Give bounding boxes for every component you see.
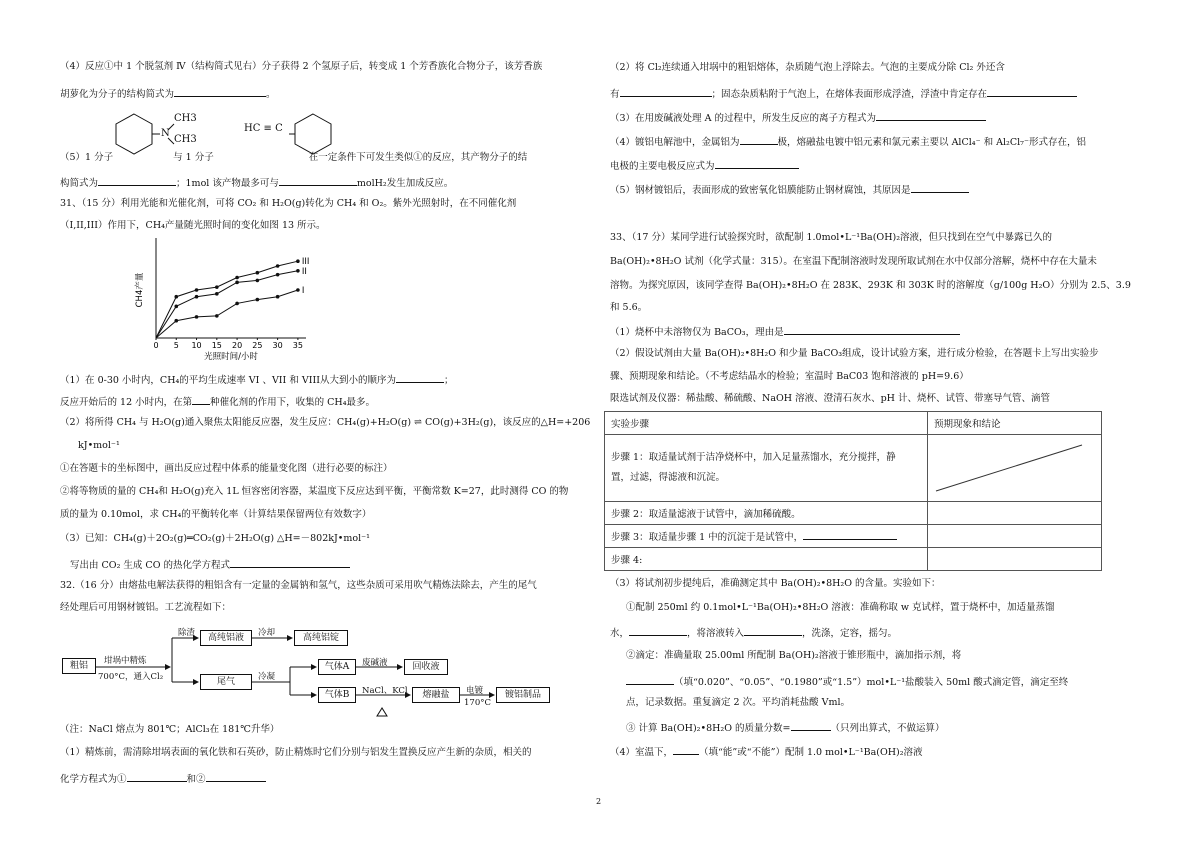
q33-3b: [610, 625, 897, 640]
q33-4-blank[interactable]: [673, 744, 699, 755]
flow-label-slag: 除渣: [178, 628, 196, 638]
q33-1: [610, 324, 960, 339]
x-tick-label: 20: [231, 341, 243, 350]
q33-2-line2: 骤、预期现象和结论。（不考虑结晶水的检验；室温时 BaC03 饱和溶液的 pH=9.6）: [610, 371, 969, 382]
r-q4-text-c: 电极的主要电极反应式为: [610, 161, 715, 172]
step2-result-cell[interactable]: [928, 502, 1102, 525]
experiment-table: [604, 411, 1102, 571]
q33-line4: 和 5.6。: [610, 302, 648, 313]
flow-molten-salt: 熔融盐: [412, 687, 460, 703]
flow-label-cool: 冷却: [258, 628, 276, 638]
flow-pure-ingot: 高纯铝锭: [294, 630, 348, 646]
legend-label-II: II: [301, 266, 307, 277]
structure1-ch3-bottom: CH3: [174, 134, 197, 145]
table-header-row: [605, 412, 1102, 435]
q33-3f: [626, 720, 945, 735]
flow-tail-gas: 尾气: [200, 674, 252, 690]
q33-line3: 溶物。为探究原因，该同学查得 Ba(OH)₂•8H₂O 在 283K、293K 和 303K 时的溶解度（g/100g H₂O）分别为 2.5、3.9: [610, 280, 1131, 291]
q31-1-text-d: 种催化剂的作用下，收集的 CH₄最多。: [210, 397, 376, 408]
r-q4-line2: [610, 158, 799, 173]
q5-text-d: 构简式为: [60, 178, 99, 189]
flow-label-plate: 电镀: [466, 686, 484, 696]
flow-crude-aluminum: 粗铝: [62, 658, 96, 674]
r-q3-blank[interactable]: [876, 110, 986, 121]
step3-blank[interactable]: [803, 529, 897, 540]
q31-line1: 31、（15 分）利用光能和光催化剂，可将 CO₂ 和 H₂O(g)转化为 CH₄ 和 O₂。紫外光照射时，在不同催化剂: [60, 198, 517, 209]
q31-1-text-c: 反应开始后的 12 小时内，在第: [60, 397, 193, 408]
step1-cell: [605, 435, 928, 502]
q5-text-a: （5）1 分子: [60, 152, 114, 163]
q31-1-semi: ；: [443, 375, 454, 386]
q33-1-blank[interactable]: [784, 324, 960, 335]
y-axis-label: CH4产量: [135, 272, 145, 308]
flow-label-waste: 废碱液: [362, 658, 388, 668]
q4-text: 胡萝化为分子的结构简式为: [60, 89, 175, 100]
step2-cell: 步骤 2：取适量滤液于试管中，滴加稀硫酸。: [605, 502, 928, 525]
flow-label-melt: 坩埚中精炼: [104, 656, 147, 666]
q33-4-text1: （4）室温下，: [610, 747, 674, 758]
structure1-n: N: [161, 128, 170, 139]
x-tick-label: 25: [252, 341, 263, 350]
flow-pure-liquid: 高纯铝液: [200, 630, 252, 646]
q33-3b-blank1[interactable]: [629, 625, 687, 636]
q33-3b-text1: 水，: [610, 628, 630, 639]
q32-note: （注：NaCl 熔点为 801℃；AlCl₃在 181℃升华）: [60, 724, 280, 735]
flow-label-cond: 700°C，通入Cl₂: [98, 672, 164, 682]
x-tick-label: 10: [191, 341, 202, 350]
flow-recycle: 回收液: [404, 659, 448, 675]
q31-1-text: （1）在 0-30 小时内，CH₄的平均生成速率 VI 、VII 和 VIII从大到小的顺序为: [60, 375, 396, 386]
r-q2-text-a: 有: [610, 89, 620, 100]
q5-text-e: ；1mol 该产物最多可与: [176, 178, 279, 189]
q33-3f-blank[interactable]: [791, 720, 831, 731]
q4-line1: （4）反应①中 1 个脱氢剂 Ⅳ（结构简式见右）分子获得 2 个氢原子后，转变成 1 个芳香族化合物分子，该芳香族: [60, 61, 543, 72]
q5-text-b: 与 1 分子: [173, 152, 214, 163]
q33-3c: ②滴定：准确量取 25.00ml 所配制 Ba(OH)₂溶液于锥形瓶中，滴加指示剂，将: [626, 650, 962, 661]
diagonal-slash: [936, 443, 1086, 493]
step3-result-cell[interactable]: [928, 525, 1102, 548]
q4-end: 。: [266, 89, 276, 100]
q33-line2: Ba(OH)₂•8H₂O 试剂（化学式量：315）。在室温下配制溶液时发现所取试剂在水中仅部分溶解，烧杯中存在大量未: [610, 256, 1097, 267]
q32-line1: 32.（16 分）由熔盐电解法获得的粗铝含有一定量的金属钠和氢气，这些杂质可采用吹气精炼法除去，产生的尾气: [60, 580, 537, 591]
flow-label-nacl: NaCl、KCl: [362, 686, 408, 696]
r-q4-blank1[interactable]: [740, 134, 778, 145]
q31-2-line1: （2）将所得 CH₄ 与 H₂O(g)通入聚焦太阳能反应器，发生反应：CH₄(g)+H₂O(g) ⇌ CO(g)+3H₂(g)，该反应的△H=+206: [60, 417, 591, 428]
q33-3e: 点，记录数据。重复滴定 2 次。平均消耗盐酸 Vml。: [626, 697, 851, 708]
th-result: 预期现象和结论: [928, 412, 1102, 435]
table-row: [605, 435, 1102, 502]
th-step: 实验步骤: [605, 412, 928, 435]
q32-1-text: 化学方程式为①: [60, 774, 127, 785]
q33-2-line1: （2）假设试剂由大量 Ba(OH)₂•8H₂O 和少量 BaCO₃组成，设计试验方案，进行成分检验，在答题卡上写出实验步: [610, 348, 1099, 359]
q31-2-line3: ①在答题卡的坐标图中，画出反应过程中体系的能量变化图（进行必要的标注）: [60, 463, 393, 474]
table-row: [605, 525, 1102, 548]
q33-4-text2: （填“能”或“不能”）配制 1.0 mol•L⁻¹Ba(OH)₂溶液: [699, 747, 923, 758]
q33-3a: ①配制 250ml 约 0.1mol•L⁻¹Ba(OH)₂•8H₂O 溶液：准确称取 w 克试样，置于烧杯中，加适量蒸馏: [626, 602, 1055, 613]
q31-2-line4: ②将等物质的量的 CH₄和 H₂O(g)充入 1L 恒容密闭容器，某温度下反应达到平衡，平衡常数 K=27，此时测得 CO 的物: [60, 486, 569, 497]
q5-text-c: 在一定条件下可发生类似①的反应，其产物分子的结: [308, 152, 528, 163]
page-number: 2: [596, 797, 602, 806]
step3-cell: [605, 525, 928, 548]
q33-3d-text: （填“0.020”、“0.05”、“0.1980”或“1.5”）mol•L⁻¹盐酸装入 50ml 酸式滴定管，滴定至终: [674, 677, 1069, 688]
q31-line2: （I,II,III）作用下，CH₄产量随光照时间的变化如图 13 所示。: [60, 220, 326, 231]
x-tick-label: 0: [153, 341, 159, 350]
q32-1-line1: （1）精炼前，需清除坩埚表面的氧化铁和石英砂，防止精炼时它们分别与铝发生置换反应产生新的杂质，相关的: [60, 747, 532, 758]
q32-1-line2: [60, 771, 266, 786]
r-q2-blank2[interactable]: [987, 86, 1077, 97]
q33-1-text: （1）烧杯中未溶物仅为 BaCO₃，理由是: [610, 327, 784, 338]
structure1-ch3-top: CH3: [174, 113, 197, 124]
r-q3-text: （3）在用废碱液处理 A 的过程中，所发生反应的离子方程式为: [610, 113, 876, 124]
q33-line1: 33、（17 分）某同学进行试验探究时，欲配制 1.0mol•L⁻¹Ba(OH)₂溶液，但只找到在空气中暴露已久的: [610, 232, 1053, 243]
r-q4-text-b: 极，熔融盐电镀中铝元素和氯元素主要以 AlCl₄⁻ 和 Al₂Cl₇⁻形式存在，铝: [777, 137, 1086, 148]
x-tick-label: 30: [272, 341, 283, 350]
q31-2-line2: kJ•mol⁻¹: [78, 440, 120, 451]
r-q3: [610, 110, 986, 125]
q32-line2: 经处理后可用钢材镀铝。工艺流程如下：: [60, 602, 232, 613]
r-q5-blank[interactable]: [911, 182, 969, 193]
r-q2-blank1[interactable]: [620, 86, 712, 97]
flow-label-condense: 冷凝: [258, 672, 276, 682]
x-tick-label: 5: [173, 341, 179, 350]
q33-3b-blank2[interactable]: [744, 625, 802, 636]
q33-3f-text1: ③ 计算 Ba(OH)₂•8H₂O 的质量分数=: [626, 723, 791, 734]
r-q2-line2: [610, 86, 1077, 101]
step1-result-cell: [928, 435, 1102, 502]
q33-3d-blank[interactable]: [626, 674, 674, 685]
step3-text: 步骤 3：取适量步骤 1 中的沉淀于是试管中，: [611, 532, 804, 543]
step1-line1: 步骤 1：取适量试剂于洁净烧杯中，加入足量蒸馏水，充分搅拌，静: [611, 452, 896, 463]
q32-1-blank2[interactable]: [206, 771, 266, 782]
q5-text-f: molH₂发生加成反应。: [356, 178, 454, 189]
r-q4-text-a: （4）镀铝电解池中，金属铝为: [610, 137, 740, 148]
r-q2-text-b: ；固态杂质粘附于气泡上，在熔体表面形成浮渣，浮渣中肯定存在: [711, 89, 988, 100]
q31-2-line5: 质的量为 0.10mol，求 CH₄的平衡转化率（计算结果保留两位有效数字）: [60, 509, 372, 520]
q32-1-blank1[interactable]: [127, 771, 187, 782]
r-q4-blank2[interactable]: [715, 158, 799, 169]
step4-cell: 步骤 4:: [605, 548, 928, 571]
q32-1-and: 和②: [186, 774, 206, 785]
r-q4-line1: [610, 134, 1086, 149]
r-q5: [610, 182, 969, 197]
r-q2-line1: （2）将 Cl₂连续通入坩埚中的粗铝熔体，杂质随气泡上浮除去。气泡的主要成分除 Cl₂ 外还含: [610, 62, 1005, 73]
x-tick-label: 15: [211, 341, 222, 350]
legend-label-I: I: [301, 286, 305, 296]
legend-label-III: III: [301, 257, 310, 268]
step4-result-cell[interactable]: [928, 548, 1102, 571]
step1-line2: 置，过滤，得滤液和沉淀。: [611, 472, 726, 483]
flow-gas-a: 气体A: [318, 659, 356, 675]
q33-3f-text2: （只列出算式，不做运算）: [830, 723, 945, 734]
q33-3b-text2: ，将溶液转入: [687, 628, 745, 639]
table-row: [605, 548, 1102, 571]
q31-3-text: 写出由 CO₂ 生成 CO 的热化学方程式: [70, 560, 231, 571]
q33-2-line3: 限选试剂及仪器：稀盐酸、稀硫酸、NaOH 溶液、澄清石灰水、pH 计、烧杯、试管、带塞导气管、滴管: [610, 393, 1050, 404]
structure2-hc: HC ≡ C: [244, 123, 283, 134]
flow-label-temp: 170°C: [464, 698, 491, 708]
flow-product: 镀铝制品: [496, 687, 550, 703]
x-axis-label: 光照时间/小时: [204, 352, 258, 362]
flow-gas-b: 气体B: [318, 687, 356, 703]
table-row: [605, 502, 1102, 525]
q33-3d: [626, 674, 1068, 689]
q33-3b-text3: ，洗涤，定容，摇匀。: [802, 628, 898, 639]
q33-3: （3）将试剂初步提纯后，准确测定其中 Ba(OH)₂•8H₂O 的含量。实验如下：: [610, 578, 941, 589]
q33-4: [610, 744, 923, 759]
r-q5-text: （5）钢材镀铝后，表面形成的致密氧化铝膜能防止钢材腐蚀，其原因是: [610, 185, 911, 196]
q31-3-line1: （3）已知：CH₄(g)＋2O₂(g)═CO₂(g)＋2H₂O(g) △H=－802kJ•mol⁻¹: [60, 533, 370, 544]
x-tick-label: 35: [292, 341, 303, 350]
